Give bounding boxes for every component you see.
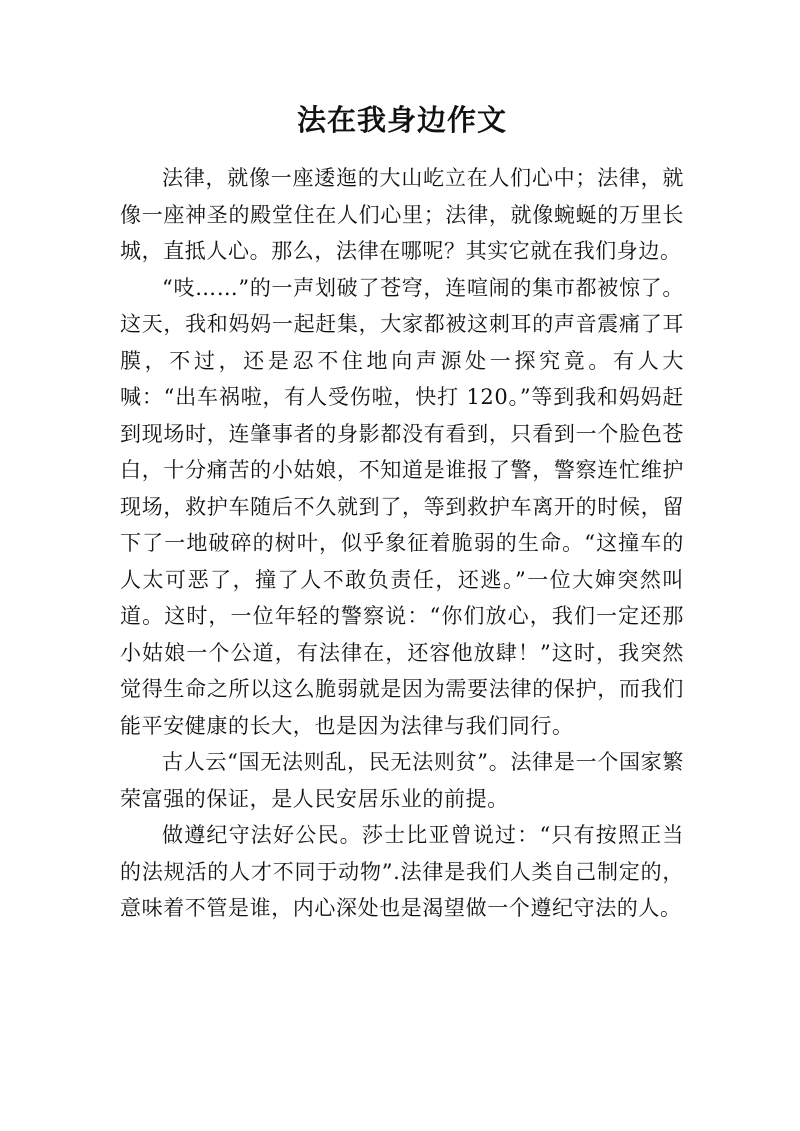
- paragraph-quote: 古人云“国无法则乱，民无法则贫”。法律是一个国家繁荣富强的保证，是人民安居乐业的前提。: [120, 750, 684, 811]
- paragraph-story: “吱……”的一声划破了苍穹，连喧闹的集市都被惊了。这天，我和妈妈一起赶集，大家都被这刺耳的声音震痛了耳膜，不过，还是忍不住地向声源处一探究竟。有人大喊：“出车祸啦，有人受伤啦，快打 120。”等到我和妈妈赶到现场时，连肇事者的身影都没有看到，只看到一个脸色苍白，十分痛苦的小姑娘，不知道是谁报了警，警察连忙维护现场，救护车随后不久就到了，等到救护车离开的时候，留下了一地破碎的树叶，似乎象征着脆弱的生命。“这撞车的人太可恶了，撞了人不敢负责任，还逃。”一位大婶突然叫道。这时，一位年轻的警察说：“你们放心，我们一定还那小姑娘一个公道，有法律在，还容他放肆！”这时，我突然觉得生命之所以这么脆弱就是因为需要法律的保护，而我们能平安健康的长大，也是因为法律与我们同行。: [120, 275, 684, 738]
- document-page: [120, 92, 684, 927]
- paragraph-intro: 法律，就像一座逶迤的大山屹立在人们心中；法律，就像一座神圣的殿堂住在人们心里；法律，就像蜿蜒的万里长城，直抵人心。那么，法律在哪呢？其实它就在我们身边。: [120, 166, 684, 263]
- paragraph-conclusion: 做遵纪守法好公民。莎士比亚曾说过：“只有按照正当的法规活的人才不同于动物”.法律是我们人类自己制定的，意味着不管是谁，内心深处也是渴望做一个遵纪守法的人。: [120, 823, 684, 920]
- document-title: 法在我身边作文: [296, 103, 507, 137]
